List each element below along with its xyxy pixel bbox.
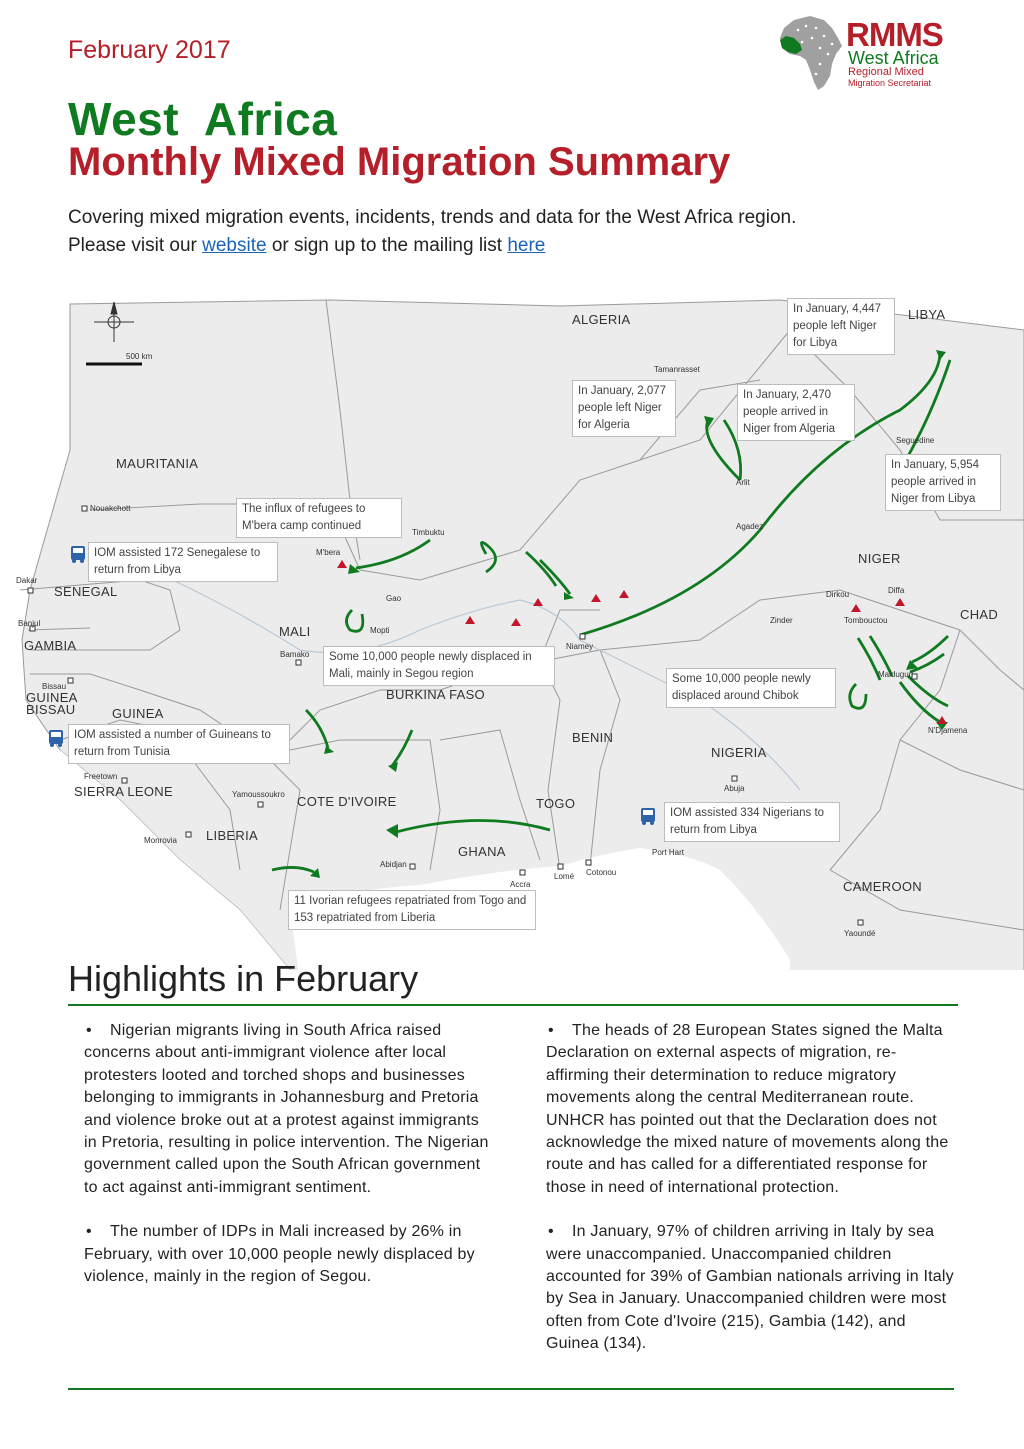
callout-algeria-niger: In January, 2,077 people left Niger for Algeria <box>572 380 676 437</box>
city-arlit: Arlit <box>736 478 750 487</box>
highlight-item: • Nigerian migrants living in South Africa raised concerns about anti-immigrant violence after local protesters looted and torched shops and businesses belonging to immigrants in Johannesburg and Pretoria and violence broke out at a protest against immigrants in Pretoria, resulting in police intervention. The Nigerian government called upon the South African government to act against anti-immigrant sentiment. <box>84 1022 489 1196</box>
intro-text <box>68 204 948 260</box>
city-dirkou: Dirkou <box>826 590 850 599</box>
country-ghana: GHANA <box>458 844 506 859</box>
city-dakar: Dakar <box>16 576 38 585</box>
highlight-item: • The number of IDPs in Mali increased by 26% in February, with over 10,000 people newly displaced by violence, mainly in the region of Segou. <box>84 1223 475 1286</box>
guinea-bissau-line2: BISSAU <box>26 702 76 717</box>
city-seguedine: Seguedine <box>896 436 935 445</box>
highlight-item: • The heads of 28 European States signed the Malta Declaration on external aspects of migration, re-affirming their determination to reduce migratory movements along the central Mediterranean route. UNHCR has pointed out that the Declaration does not acknowledge the mixed nature of movements along the route and has called for a differentiated response for those in need of international protection. <box>546 1022 949 1196</box>
country-guinea-bissau <box>26 690 78 717</box>
city-zinder: Zinder <box>770 616 793 625</box>
intro-line-1: Covering mixed migration events, incidents, trends and data for the West Africa region. <box>68 207 797 228</box>
guinea-bissau-line1: GUINEA <box>26 690 78 705</box>
country-cote-divoire: COTE D'IVOIRE <box>297 794 397 809</box>
city-maiduguri: Maiduguri <box>878 670 914 679</box>
page-title: Monthly Mixed Migration Summary <box>68 140 731 184</box>
africa-logo-icon <box>776 14 846 92</box>
logo-west-africa: West Africa <box>848 48 939 68</box>
highlights-right-column <box>546 1020 954 1378</box>
city-abidjan: Abidjan <box>380 860 407 869</box>
bullet-icon: • <box>548 1223 554 1241</box>
country-senegal: SENEGAL <box>54 584 118 599</box>
highlights-divider <box>68 1004 958 1006</box>
bus-icon <box>640 806 656 826</box>
bottom-divider <box>68 1388 954 1390</box>
city-bamako: Bamako <box>280 650 310 659</box>
city-agadez: Agadez <box>736 522 764 531</box>
city-abuja: Abuja <box>724 784 745 793</box>
country-guinea: GUINEA <box>112 706 164 721</box>
callout-ivorian-refugees: 11 Ivorian refugees repatriated from Togo and 153 repatriated from Liberia <box>288 890 536 930</box>
report-date: February 2017 <box>68 36 231 64</box>
mailing-list-link[interactable]: here <box>507 235 546 256</box>
city-monrovia: Monrovia <box>144 836 177 845</box>
country-nigeria: NIGERIA <box>711 745 767 760</box>
country-niger: NIGER <box>858 551 901 566</box>
city-accra: Accra <box>510 880 531 889</box>
city-diffa: Diffa <box>888 586 905 595</box>
country-benin: BENIN <box>572 730 614 745</box>
country-liberia: LIBERIA <box>206 828 258 843</box>
country-togo: TOGO <box>536 796 576 811</box>
country-sierra-leone: SIERRA LEONE <box>74 784 173 799</box>
city-port-harcourt: Port Hart <box>652 848 685 857</box>
bus-icon <box>70 544 86 564</box>
city-bissau: Bissau <box>42 682 67 691</box>
callout-algeria-arrived: In January, 2,470 people arrived in Niger from Algeria <box>737 384 855 441</box>
city-timbuktu: Timbuktu <box>412 528 445 537</box>
city-tombouctou: Tombouctou <box>844 616 888 625</box>
city-niamey: Niamey <box>566 642 594 651</box>
city-n-djamena: N'Djamena <box>928 726 968 735</box>
highlight-item: • In January, 97% of children arriving in Italy by sea were unaccompanied. Unaccompanied children accounted for 39% of Gambian nationals arriving in Italy by Sea in January. Unaccompanied children were most often from Cote d'Ivoire (215), Gambia (142), and Guinea (134). <box>546 1223 954 1353</box>
country-mauritania: MAURITANIA <box>116 456 199 471</box>
bullet-icon: • <box>548 1022 554 1039</box>
country-gambia: GAMBIA <box>24 638 77 653</box>
callout-libya-niger: In January, 4,447 people left Niger for Libya <box>787 298 895 355</box>
city-tamanrasset: Tamanrasset <box>654 365 700 374</box>
city-lome: Lomé <box>554 872 575 881</box>
callout-nigeria-return: IOM assisted 334 Nigerians to return from Libya <box>664 802 840 842</box>
city-nouakchott: Nouakchott <box>90 504 131 513</box>
west-africa-map <box>0 270 1024 970</box>
country-algeria: ALGERIA <box>572 312 631 327</box>
logo-secretariat: Migration Secretariat <box>848 78 932 88</box>
logo-rmms: RMMS <box>846 16 943 53</box>
callout-libya-arrived: In January, 5,954 people arrived in Niger from Libya <box>885 454 1001 511</box>
callout-mbera: The influx of refugees to M'bera camp continued <box>236 498 402 538</box>
country-burkina-faso: BURKINA FASO <box>386 687 485 702</box>
website-link[interactable]: website <box>202 235 267 256</box>
city-cotonou: Cotonou <box>586 868 617 877</box>
callout-chibok: Some 10,000 people newly displaced around Chibok <box>666 668 836 708</box>
city-freetown: Freetown <box>84 772 118 781</box>
scale-label: 500 km <box>126 352 153 361</box>
highlights-title: Highlights in February <box>68 958 419 999</box>
country-mali: MALI <box>279 624 311 639</box>
city-mbera: M'bera <box>316 548 341 557</box>
country-cameroon: CAMEROON <box>843 879 922 894</box>
bus-icon <box>48 728 64 748</box>
city-mopti: Mopti <box>370 626 390 635</box>
bullet-icon: • <box>86 1223 92 1241</box>
logo-regional-mixed: Regional Mixed <box>848 66 924 78</box>
country-libya: LIBYA <box>908 307 946 322</box>
bullet-icon: • <box>86 1022 92 1039</box>
intro-mid: or sign up to the mailing list <box>266 235 508 256</box>
country-chad: CHAD <box>960 607 999 622</box>
callout-guinea-return: IOM assisted a number of Guineans to return from Tunisia <box>68 724 290 764</box>
city-yamoussoukro: Yamoussoukro <box>232 790 285 799</box>
intro-line-2 <box>68 232 948 260</box>
highlights-left-column <box>84 1020 494 1310</box>
callout-mali-displaced: Some 10,000 people newly displaced in Mali, mainly in Segou region <box>323 646 555 686</box>
city-banjul: Banjul <box>18 619 41 628</box>
city-yaounde: Yaoundé <box>844 929 876 938</box>
page-title-region: West Africa <box>68 93 338 145</box>
callout-senegal-return: IOM assisted 172 Senegalese to return from Libya <box>88 542 278 582</box>
city-gao: Gao <box>386 594 402 603</box>
intro-pre: Please visit our <box>68 235 203 256</box>
